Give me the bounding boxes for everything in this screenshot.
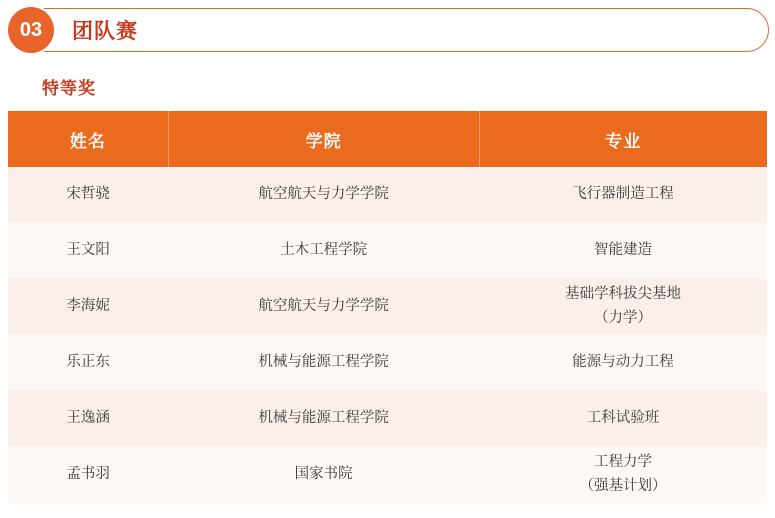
cell-college: 土木工程学院 bbox=[168, 223, 479, 279]
table-row bbox=[8, 167, 767, 223]
cell-college: 国家书院 bbox=[168, 447, 479, 503]
table-row bbox=[8, 335, 767, 391]
cell-major-line1: 工科试验班 bbox=[586, 410, 660, 427]
cell-college: 机械与能源工程学院 bbox=[168, 391, 479, 447]
cell-major-line1: 能源与动力工程 bbox=[572, 354, 674, 371]
cell-major-line1: 工程力学 bbox=[594, 454, 653, 471]
cell-college: 机械与能源工程学院 bbox=[168, 335, 479, 391]
table-row bbox=[8, 447, 767, 503]
cell-college: 航空航天与力学学院 bbox=[168, 279, 479, 335]
award-table-container bbox=[8, 111, 767, 503]
cell-name: 王文阳 bbox=[8, 223, 168, 279]
cell-major bbox=[479, 335, 767, 391]
table-head bbox=[8, 111, 767, 167]
cell-major bbox=[479, 447, 767, 503]
award-list-page bbox=[0, 8, 775, 518]
award-category-title: 特等奖 bbox=[42, 79, 96, 98]
table-row bbox=[8, 279, 767, 335]
cell-name: 孟书羽 bbox=[8, 447, 168, 503]
column-header-major: 专业 bbox=[479, 111, 767, 167]
cell-major bbox=[479, 167, 767, 223]
cell-name: 乐正东 bbox=[8, 335, 168, 391]
cell-major-line2: （力学） bbox=[594, 310, 653, 326]
section-header bbox=[8, 8, 769, 52]
cell-major bbox=[479, 223, 767, 279]
column-header-name: 姓名 bbox=[8, 111, 168, 167]
table-header-row bbox=[8, 111, 767, 167]
section-title: 团队赛 bbox=[72, 20, 138, 43]
cell-name: 李海妮 bbox=[8, 279, 168, 335]
table-row bbox=[8, 223, 767, 279]
cell-college: 航空航天与力学学院 bbox=[168, 167, 479, 223]
cell-major-line1: 智能建造 bbox=[594, 242, 653, 259]
table-body bbox=[8, 167, 767, 503]
cell-major bbox=[479, 279, 767, 335]
cell-name: 王逸涵 bbox=[8, 391, 168, 447]
cell-major-line2: （强基计划） bbox=[579, 478, 667, 494]
section-number-badge: 03 bbox=[8, 7, 54, 53]
cell-major-line1: 飞行器制造工程 bbox=[572, 186, 674, 203]
cell-major bbox=[479, 391, 767, 447]
cell-major-line1: 基础学科拔尖基地 bbox=[565, 286, 682, 303]
award-table bbox=[8, 111, 767, 503]
column-header-college: 学院 bbox=[168, 111, 479, 167]
cell-name: 宋哲骁 bbox=[8, 167, 168, 223]
table-row bbox=[8, 391, 767, 447]
